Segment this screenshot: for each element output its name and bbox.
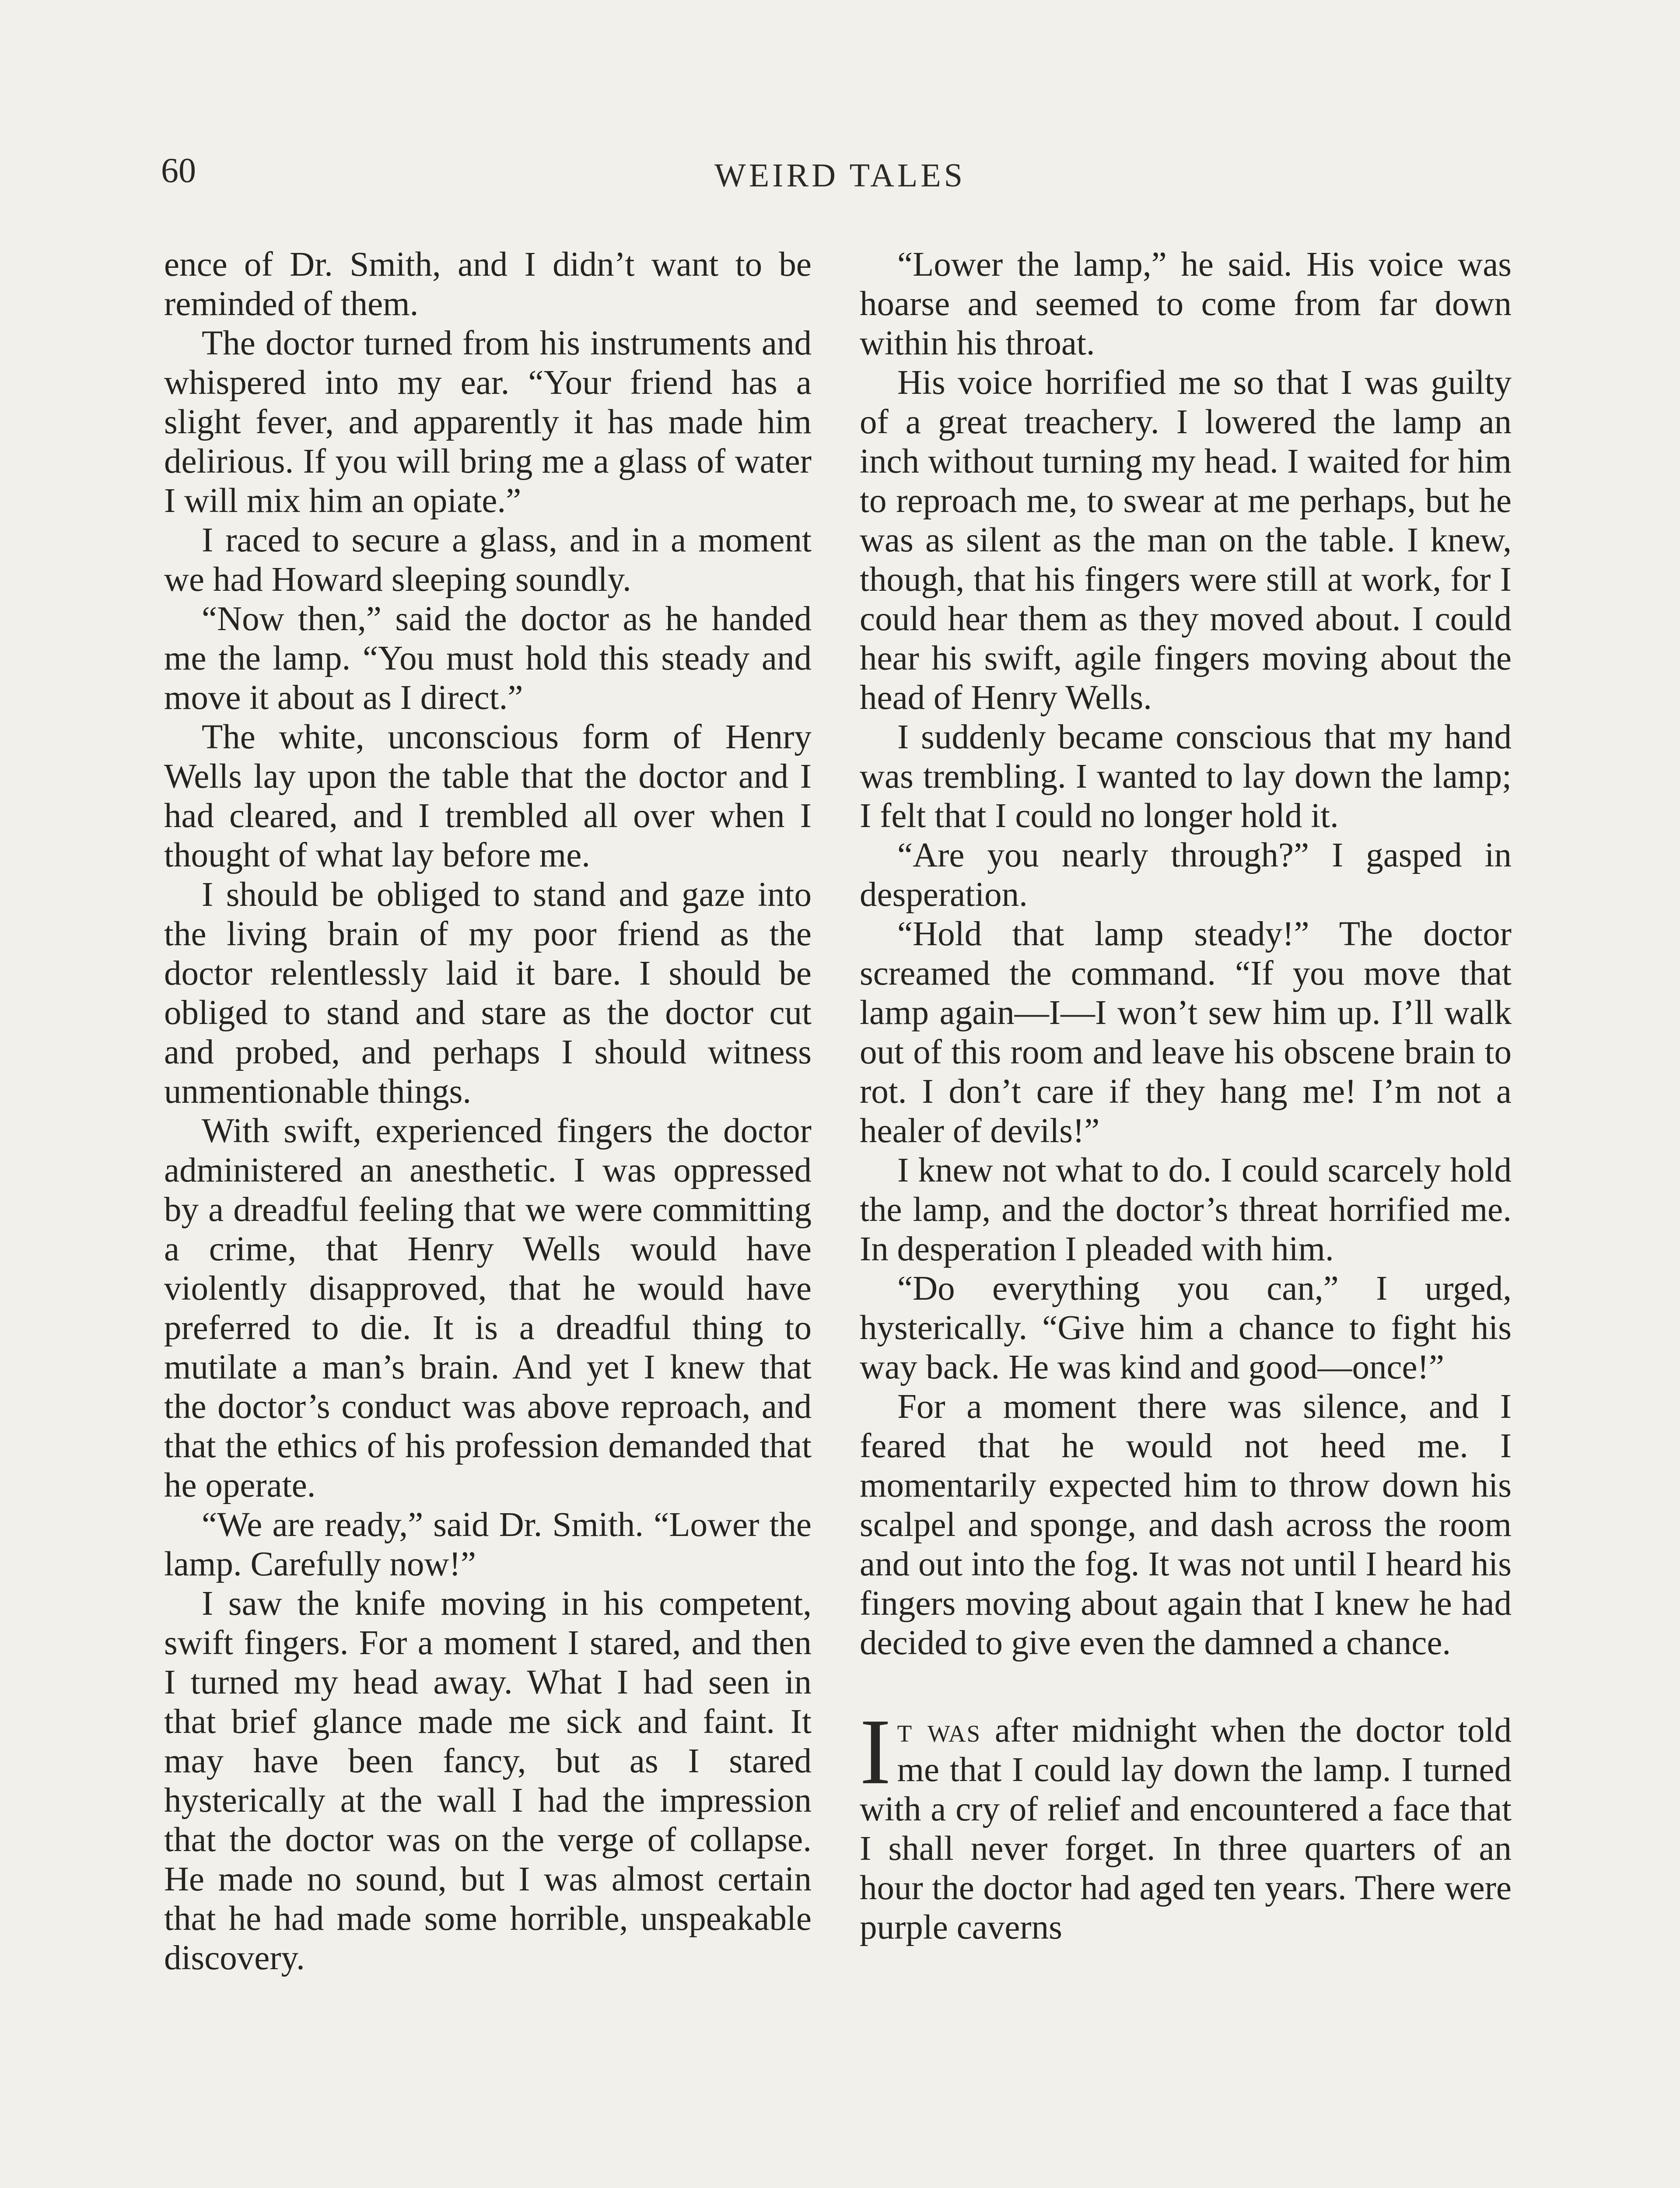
paragraph: ence of Dr. Smith, and I didn’t want to be reminded of them. [164, 245, 812, 323]
paragraph: With swift, experienced fingers the doctor administered an anesthetic. I was oppressed by a dreadful feeling that we were committing a crime, that Henry Wells would have violently disapproved, that he would have preferred to die. It is a dreadful thing to mutilate a man’s brain. And yet I knew that the doctor’s conduct was above reproach, and that the ethics of his profession demanded that he operate. [164, 1112, 812, 1504]
paragraph: The doctor turned from his instruments and whispered into my ear. “Your friend has a slight fever, and apparently it has made him delirious. If you will bring me a glass of water I will mix him an opiate.” [164, 324, 812, 520]
section-opening-paragraph [860, 1699, 1512, 1947]
running-head: WEIRD TALES [714, 157, 966, 194]
paragraph: I saw the knife moving in his competent, swift fingers. For a moment I stared, and then I turned my head away. What I had seen in that brief glance made me sick and faint. It may have been fancy, but as I stared hysterically at the wall I had the impression that the doctor was on the verge of collapse. He made no sound, but I was almost certain that he had made some horrible, unspeakable discovery. [164, 1585, 812, 1977]
paragraph: The white, unconscious form of Henry Wells lay upon the table that the doctor and I had cleared, and I trembled all over when I thought of what lay before me. [164, 718, 812, 874]
paragraph: “Now then,” said the doctor as he handed me the lamp. “You must hold this steady and move it about as I direct.” [164, 600, 812, 717]
lead-in-small-caps: t was [897, 1711, 981, 1750]
drop-cap: I [860, 1699, 891, 1804]
page-number: 60 [161, 151, 196, 190]
paragraph: “Are you nearly through?” I gasped in desperation. [860, 836, 1512, 914]
paragraph: I knew not what to do. I could scarcely hold the lamp, and the doctor’s threat horrified me. In desperation I pleaded with him. [860, 1151, 1512, 1268]
paragraph: I should be obliged to stand and gaze into the living brain of my poor friend as the doctor relentlessly laid it bare. I should be obliged to stand and stare as the doctor cut and probed, and perhaps I should witness unmentionable things. [164, 876, 812, 1111]
right-column [860, 245, 1512, 2188]
page-header [0, 0, 1680, 194]
paragraph: I suddenly became conscious that my hand was trembling. I wanted to lay down the lamp; I felt that I could no longer hold it. [860, 718, 1512, 835]
section-text: after midnight when the doctor told me that I could lay down the lamp. I turned with a cry of relief and encountered a face that I shall never forget. In three quarters of an hour the doctor had aged ten years. There were purple caverns [860, 1711, 1512, 1946]
left-column [164, 245, 812, 2188]
paragraph: “Lower the lamp,” he said. His voice was hoarse and seemed to come from far down within his throat. [860, 245, 1512, 362]
paragraph: “We are ready,” said Dr. Smith. “Lower the lamp. Carefully now!” [164, 1506, 812, 1583]
paragraph: “Do everything you can,” I urged, hysterically. “Give him a chance to fight his way back. He was kind and good—once!” [860, 1269, 1512, 1386]
paragraph: I raced to secure a glass, and in a moment we had Howard sleeping soundly. [164, 521, 812, 599]
paragraph: For a moment there was silence, and I feared that he would not heed me. I momentarily expected him to throw down his scalpel and sponge, and dash across the room and out into the fog. It was not until I heard his fingers moving about again that I knew he had decided to give even the damned a chance. [860, 1388, 1512, 1662]
paragraph: His voice horrified me so that I was guilty of a great treachery. I lowered the lamp an inch without turning my head. I waited for him to reproach me, to swear at me perhaps, but he was as silent as the man on the table. I knew, though, that his fingers were still at work, for I could hear them as they moved about. I could hear his swift, agile fingers moving about the head of Henry Wells. [860, 364, 1512, 717]
paragraph: “Hold that lamp steady!” The doctor screamed the command. “If you move that lamp again—I—I won’t sew him up. I’ll walk out of this room and leave his obscene brain to rot. I don’t care if they hang me! I’m not a healer of devils!” [860, 915, 1512, 1150]
